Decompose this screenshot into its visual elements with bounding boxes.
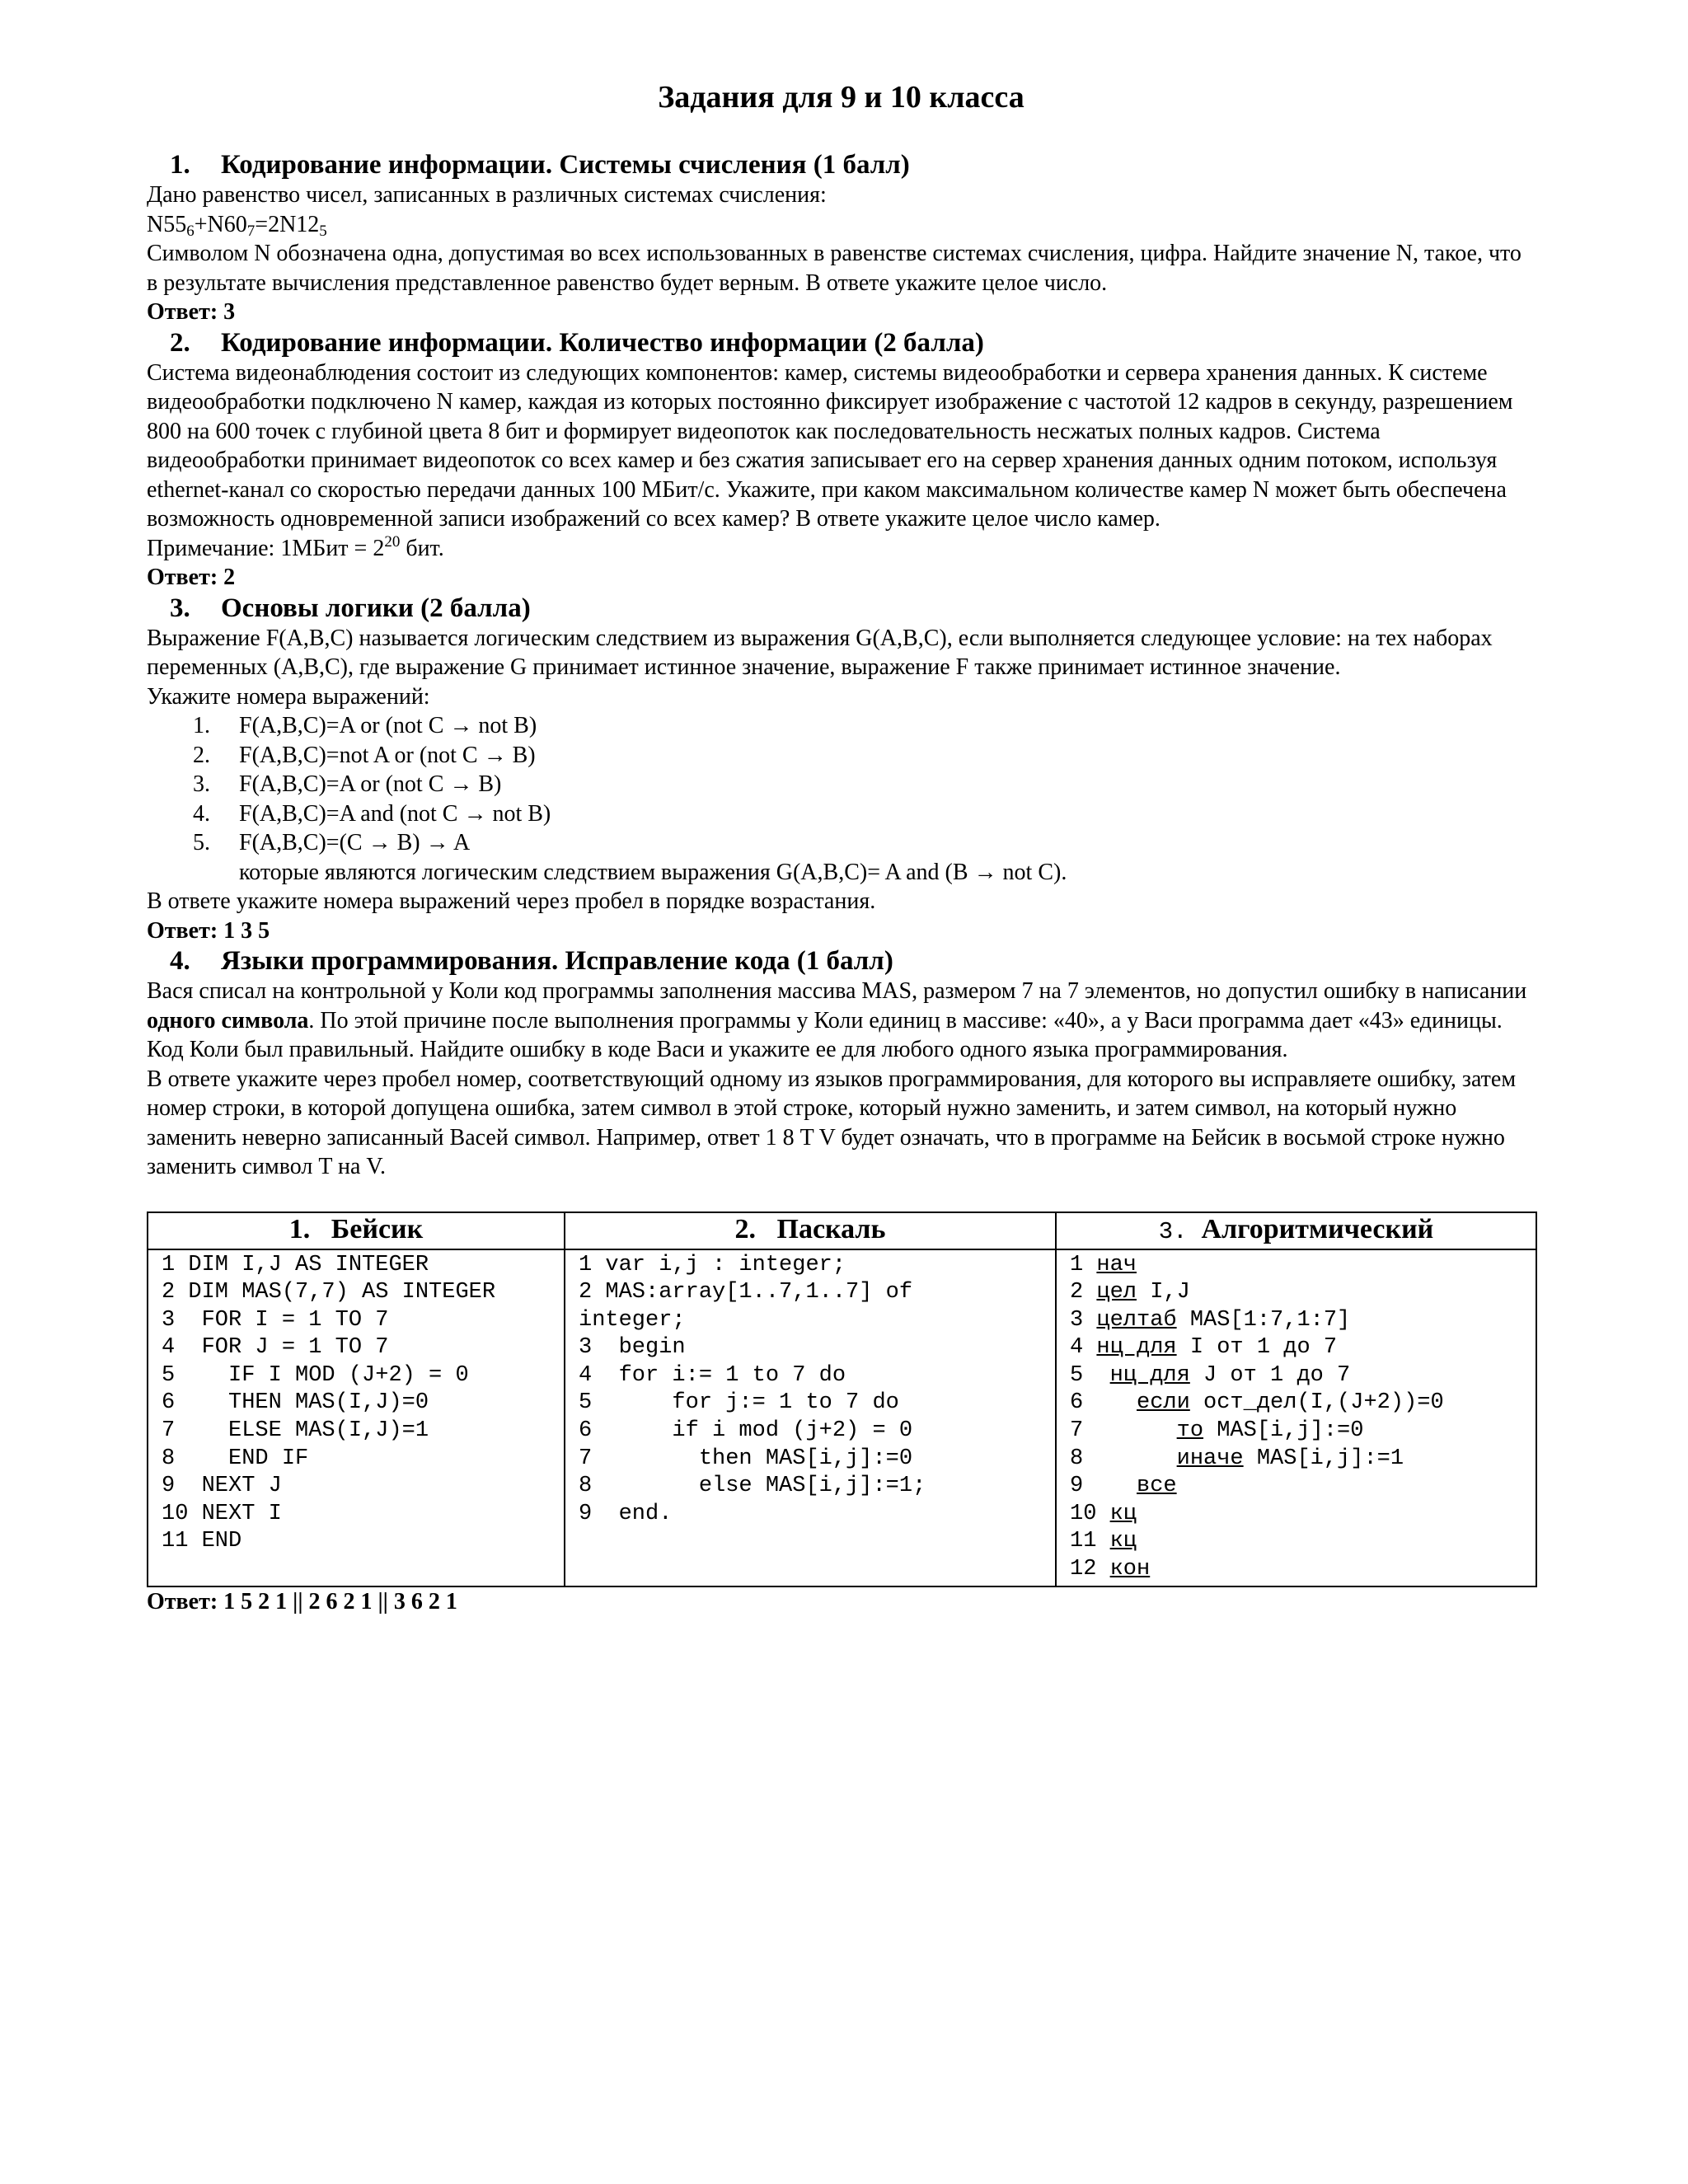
eq-base-a: 6 (186, 222, 195, 240)
code-line: 1 var i,j : integer; (579, 1252, 846, 1277)
option-number: 5. (193, 830, 210, 855)
code-line: 5 IF I MOD (J+2) = 0 (162, 1362, 469, 1388)
option-text: F(A,B,C)=A or (not C → B) (239, 771, 502, 797)
task-4-heading (147, 945, 1536, 977)
p1-part-b: . По этой причине после выполнения программы у Коли единиц в массиве: «40», а у Васи программа дает «43» единицы. Код Коли был правильный. Найдите ошибку в коде Васи и укажите ее для любого одного языка программирования. (147, 1007, 1503, 1062)
code-line: 7 ELSE MAS(I,J)=1 (162, 1418, 429, 1444)
keyword: нц для (1109, 1362, 1190, 1388)
document-page (147, 78, 1536, 1616)
task-2-number: 2. (170, 327, 190, 358)
option-item (147, 770, 1536, 799)
code-line: 6 if i mod (j+2) = 0 (579, 1418, 913, 1444)
code-line: 9 end. (579, 1501, 673, 1526)
eq-equals: = (255, 211, 269, 237)
task-4-paragraph-1 (147, 977, 1536, 1065)
option-item (147, 799, 1536, 829)
code-basic (148, 1249, 565, 1586)
task-3-title: Основы логики (2 балла) (221, 593, 531, 623)
task-2-text: Система видеонаблюдения состоит из следующих компонентов: камер, системы видеообработки и сервера хранения данных. К системе видеообработки подключено N камер, каждая из которых постоянно фиксирует изображение с частотой 12 кадров в секунду, разрешением 800 на 600 точек с глубиной цвета 8 бит и формирует видеопоток как последовательность несжатых полных кадров. Система видеообработки принимает видеопоток со всех камер и без сжатия записывает его на сервер хранения данных одним потоком, используя ethernet-канал со скоростью передачи данных 100 МБит/с. Укажите, при каком максимальном количестве камер N может быть обеспечена возможность одновременной записи изображений со всех камер? В ответе укажите целое число камер. (147, 359, 1513, 532)
task-4-title: Языки программирования. Исправление кода (1 балл) (221, 946, 893, 976)
code-line: 11 кц (1070, 1529, 1137, 1554)
keyword: нач (1096, 1252, 1137, 1277)
task-1-text: Символом N обозначена одна, допустимая во всех использованных в равенстве системах счисления, цифра. Найдите значение N, такое, что в результате вычисления представленное равенство будет верным. В ответе укажите целое число. (147, 241, 1522, 296)
task-1-answer: Ответ: 3 (147, 299, 236, 325)
task-1-heading (147, 149, 1536, 180)
task-1 (147, 149, 1536, 327)
keyword: кц (1109, 1501, 1137, 1526)
task-2 (147, 327, 1536, 593)
task-4-paragraph-2: В ответе укажите через пробел номер, соответствующий одному из языков программирования, для которого вы исправляете ошибку, затем номер строки, в которой допущена ошибка, затем символ в этой строке, который нужно заменить, и затем символ, на который нужно заменить неверно записанный Васей символ. Например, ответ 1 8 T V будет означать, что в программе на Бейсик в восьмой строке нужно заменить символ T на V. (147, 1066, 1517, 1179)
task-3-number: 3. (170, 593, 190, 623)
task-2-title: Кодирование информации. Количество информации (2 балла) (221, 327, 984, 358)
p1-part-a: Вася списал на контрольной у Коли код программы заполнения массива MAS, размером 7 на 7 элементов, но допустил ошибку в написании (147, 978, 1527, 1004)
task-4-answer: Ответ: 1 5 2 1 || 2 6 2 1 || 3 6 2 1 (147, 1588, 457, 1615)
task-2-heading (147, 327, 1536, 359)
header-algo (1056, 1212, 1536, 1249)
task-3-text: Выражение F(A,B,C) называется логическим следствием из выражения G(A,B,C), если выполняется следующее условие: на тех наборах переменных (A,B,C), где выражение G принимает истинное значение, выражение F также принимает истинное значение. (147, 625, 1493, 680)
task-1-number: 1. (170, 150, 190, 180)
task-3-answer: Ответ: 1 3 5 (147, 917, 270, 944)
p1-bold: одного символа (147, 1007, 309, 1033)
header-basic-name: Бейсик (331, 1213, 424, 1244)
keyword: то (1176, 1418, 1204, 1444)
eq-term-b: N60 (207, 211, 247, 237)
option-number: 1. (193, 713, 210, 738)
option-text: F(A,B,C)=(C → B) → A (239, 830, 471, 855)
header-basic (148, 1212, 565, 1249)
code-line: 5 for j:= 1 to 7 do (579, 1390, 899, 1416)
task-3-heading (147, 593, 1536, 624)
option-text: F(A,B,C)=A or (not C → not B) (239, 713, 537, 738)
note-suffix: бит. (400, 535, 444, 561)
code-line: 12 кон (1070, 1557, 1151, 1582)
task-1-equation (147, 210, 1536, 240)
task-3-options (147, 711, 1536, 858)
option-item (147, 741, 1536, 771)
header-basic-number: 1. (288, 1213, 311, 1244)
code-line: 8 else MAS[i,j]:=1; (579, 1474, 926, 1499)
keyword: кц (1109, 1529, 1137, 1554)
header-pascal-number: 2. (734, 1213, 757, 1244)
task-4 (147, 945, 1536, 1616)
code-line: 2 MAS:array[1..7,1..7] of (579, 1280, 913, 1305)
code-line: 10 кц (1070, 1501, 1137, 1526)
task-2-note (147, 534, 1536, 564)
header-pascal (565, 1212, 1056, 1249)
code-line: 3 begin (579, 1335, 686, 1361)
keyword: нц для (1096, 1335, 1177, 1361)
code-table-body (148, 1249, 1536, 1586)
keyword: кон (1109, 1557, 1151, 1582)
task-1-title: Кодирование информации. Системы счисления (1 балл) (221, 150, 910, 180)
keyword: иначе (1176, 1446, 1244, 1471)
task-2-answer: Ответ: 2 (147, 565, 236, 590)
option-text: F(A,B,C)=A and (not C → not B) (239, 800, 551, 827)
code-line: 8 иначе MAS[i,j]:=1 (1070, 1446, 1404, 1471)
code-line: 1 DIM I,J AS INTEGER (162, 1252, 429, 1277)
code-line: 1 нач (1070, 1252, 1137, 1277)
code-line: 3 FOR I = 1 TO 7 (162, 1307, 389, 1333)
code-line: 4 FOR J = 1 TO 7 (162, 1335, 389, 1361)
note-exponent: 20 (384, 532, 401, 551)
code-line: 11 END (162, 1529, 242, 1554)
eq-base-c: 5 (319, 222, 327, 240)
code-line: integer; (579, 1307, 686, 1333)
code-line: 9 все (1070, 1474, 1177, 1499)
keyword: если (1137, 1390, 1190, 1416)
eq-term-c: 2N12 (268, 211, 320, 237)
eq-plus: + (194, 211, 208, 237)
code-table (147, 1212, 1537, 1587)
keyword: цел (1096, 1280, 1137, 1305)
option-number: 4. (193, 800, 210, 827)
code-line: 8 END IF (162, 1446, 309, 1471)
option-number: 2. (193, 742, 210, 768)
code-line: 4 нц для I от 1 до 7 (1070, 1335, 1338, 1361)
code-line: 7 то MAS[i,j]:=0 (1070, 1418, 1364, 1444)
eq-term-a: N55 (147, 211, 187, 237)
code-line: 7 then MAS[i,j]:=0 (579, 1446, 913, 1471)
header-pascal-name: Паскаль (776, 1213, 886, 1244)
code-pascal (565, 1249, 1056, 1586)
code-line: 6 THEN MAS(I,J)=0 (162, 1390, 429, 1416)
task-3 (147, 593, 1536, 946)
task-3-tail: которые являются логическим следствием выражения G(A,B,C)= A and (B → not C). (239, 859, 1067, 885)
task-3-instruction: В ответе укажите номера выражений через пробел в порядке возрастания. (147, 888, 876, 914)
task-4-number: 4. (170, 946, 190, 976)
code-line: 2 DIM MAS(7,7) AS INTEGER (162, 1280, 496, 1305)
option-number: 3. (193, 771, 210, 797)
code-line: 9 NEXT J (162, 1474, 282, 1499)
option-text: F(A,B,C)=not A or (not C → B) (239, 742, 536, 768)
code-table-header (148, 1212, 1536, 1249)
page-title: Задания для 9 и 10 класса (658, 80, 1025, 115)
code-line: 4 for i:= 1 to 7 do (579, 1362, 846, 1388)
code-line: 2 цел I,J (1070, 1280, 1190, 1305)
eq-base-b: 7 (246, 222, 256, 240)
code-line: 3 целтаб MAS[1:7,1:7] (1070, 1307, 1351, 1333)
task-3-prompt: Укажите номера выражений: (147, 683, 430, 710)
code-line: 5 нц для J от 1 до 7 (1070, 1362, 1351, 1388)
option-item (147, 711, 1536, 741)
code-algo (1056, 1249, 1536, 1586)
keyword: целтаб (1096, 1307, 1177, 1333)
code-line: 10 NEXT I (162, 1501, 282, 1526)
note-prefix: Примечание: 1МБит = 2 (147, 535, 385, 561)
task-1-intro: Дано равенство чисел, записанных в различных системах счисления: (147, 182, 827, 208)
code-line: 6 если ост_дел(I,(J+2))=0 (1070, 1390, 1444, 1416)
keyword: все (1137, 1474, 1177, 1499)
header-algo-name: Алгоритмический (1201, 1213, 1434, 1244)
header-algo-number: 3. (1158, 1217, 1188, 1245)
option-item (147, 828, 1536, 858)
